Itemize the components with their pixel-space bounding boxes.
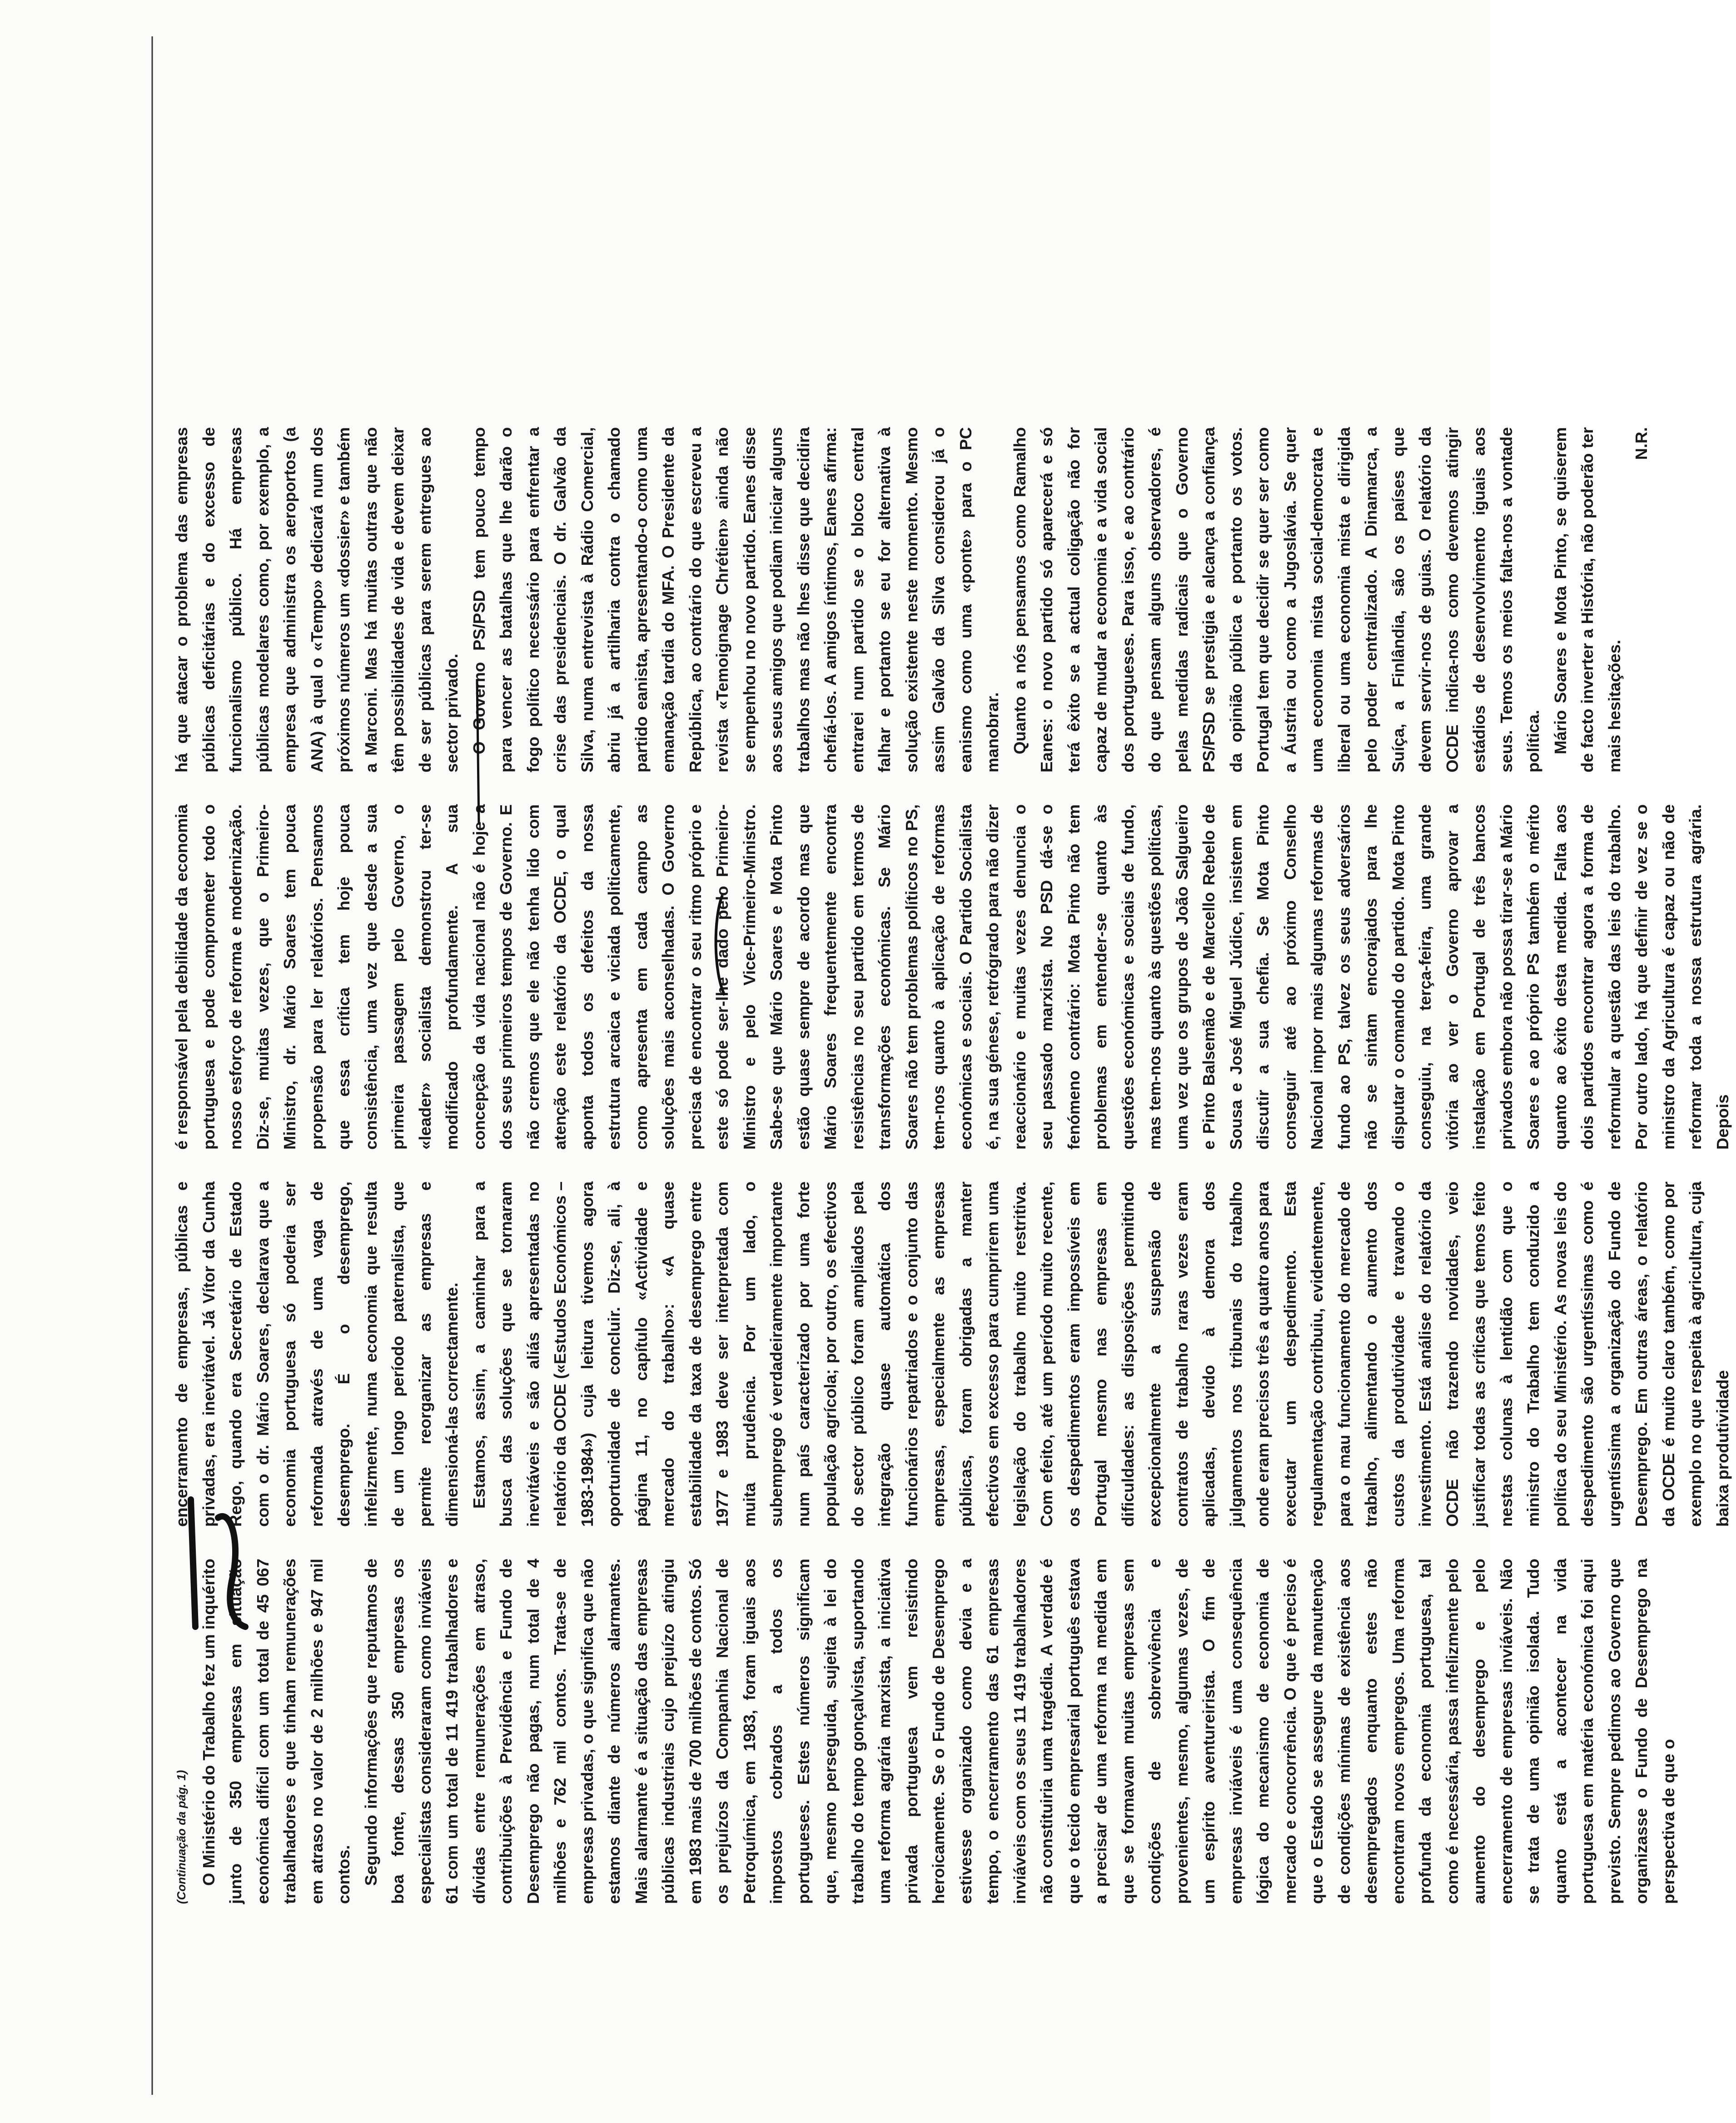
paragraph: é responsável pela debilidade da economia portuguesa e pode comprometer todo o nosso esforço de reforma e modernização. Diz-se, muitas vezes, que o Primeiro-Ministro, dr. Mário Soares tem pouca propensão para ler relatórios. Pensamos que essa crítica tem hoje pouca consistência, uma vez que desde a sua primeira passagem pelo Governo, o «leader» socialista demonstrou ter-se modificado profundamente. A sua concepção da vida nacional não é hoje a dos seus primeiros tempos de Governo. E não cremos que ele não tenha lido com atenção este relatório da OCDE, o qual aponta todos os defeitos da nossa estrutura arcaica e viciada politicamente, como apresenta em cada campo as soluções mais aconselhadas. O Governo precisa de encontrar o seu ritmo próprio e este só pode ser-lhe dado pelo Primeiro-Ministro e pelo Vice-Primeiro-Ministro. Sabe-se que Mário Soares e Mota Pinto estão quase sempre de acordo mas que Mário Soares frequentemente encontra resistências no seu partido em termos de transformações económicas. Se Mário Soares não tem problemas políticos no PS, tem-nos quanto à aplicação de reformas económicas e sociais. O Partido Socialista é, na sua génese, retrógrado para não dizer reaccionário e muitas vezes denuncia o seu passado marxista. No PSD dá-se o fenómeno contrário: Mota Pinto não tem problemas em entender-se quanto às questões económicas e sociais de fundo, mas tem-nos quanto às questões políticas, uma vez que os grupos de João Salgueiro e Pinto Balsemão e de Marcello Rebelo de Sousa e José Miguel Júdice, insistem em discutir a sua chefia. Se Mota Pinto conseguir até ao próximo Conselho Nacional impor mais algumas reformas de fundo ao PS, talvez os seus adversários não se sintam encorajados para lhe disputar o comando do partido. Mota Pinto conseguiu, na terça-feira, uma grande vitória ao ver o Governo aprovar a instalação em Portugal de três bancos privados embora não possa tirar-se a Mário Soares e ao próprio PS também o mérito quanto ao êxito desta medida. Falta aos dois partidos encontrar agora a forma de reformular a questão das leis do trabalho. Por outro lado, há que definir de vez se o ministro da Agricultura é capaz ou não de reformar toda a nossa estrutura agrária. Depois — [172, 804, 1732, 1150]
paragraph: Mário Soares e Mota Pinto, se quiserem de facto inverter a História, não poderão ter mais hesitações. — [1551, 427, 1624, 772]
newspaper-clipping — [150, 9, 1732, 1936]
author-signature: N.R. — [1632, 427, 1651, 460]
paragraph: Quanto a nós pensamos como Ramalho Eanes: o novo partido só aparecerá e só terá êxito se a actual coligação não for capaz de mudar a economia e a vida social dos portugueses. Para isso, e ao contrário do que pensam alguns observadores, é pelas medidas radicais que o Governo PS/PSD se prestigia e alcança a confiança da opinião pública e portanto os votos. Portugal tem que decidir se quer ser como a Áustria ou como a Jugoslávia. Se quer uma economia mista social-democrata e liberal ou uma economia mista e dirigida pelo poder centralizado. A Dinamarca, a Suíça, a Finlândia, são os países que devem servir-nos de guias. O relatório da OCDE indica-nos como devemos atingir estádios de desenvolvimento iguais aos seus. Temos os meios falta-nos a vontade política. — [1010, 427, 1542, 772]
continuation-note: (Continuação da pág. 1) — [174, 1770, 188, 1904]
paragraph: há que atacar o problema das empresas públicas deficitárias e do excesso de funcionalismo público. Há empresas públicas modelares como, por exemplo, a empresa que administra os aeroportos (a ANA) à qual o «Tempo» dedicará num dos próximos números um «dossier» e também a Marconi. Mas há muitas outras que não têm possibilidades de vida e devem deixar de ser públicas para serem entregues ao sector privado. — [172, 427, 461, 772]
article-column-4 — [168, 427, 1651, 772]
article-column-2 — [168, 1181, 1732, 1527]
paragraph: O Governo PS/PSD tem pouco tempo para vencer as batalhas que lhe darão o fogo político necessário para enfrentar a crise das presidenciais. O dr. Galvão da Silva, numa entrevista à Rádio Comercial, abriu já a artilharia contra o chamado partido eanista, apresentando-o como uma emanação tardia do MFA. O Presidente da República, ao contrário do que escreveu a revista «Temoignage Chrétien» ainda não se empenhou no novo partido. Eanes disse aos seus amigos que podiam iniciar alguns trabalhos mas não lhes disse que decidira chefiá-los. A amigos íntimos, Eanes afirma: entrarei num partido se o bloco central falhar e portanto se eu for alternativa à solução existente neste momento. Mesmo assim Galvão da Silva considerou já o eanismo como uma «ponte» para o PC manobrar. — [469, 427, 1002, 772]
article-column-1 — [168, 1559, 1678, 1904]
paragraph: O Ministério do Trabalho fez um inquérito junto de 350 empresas em situação económica difícil com um total de 45 067 trabalhadores e que tinham remunerações em atraso no valor de 2 milhões e 947 mil contos. — [199, 1559, 353, 1904]
clipping-content — [150, 9, 1732, 1936]
article-columns — [168, 41, 1732, 1904]
paragraph: Segundo informações que reputamos de boa fonte, dessas 350 empresas os especialistas consideraram como inviáveis 61 com um total de 11 419 trabalhadores e dívidas entre remunerações em atraso, contribuições à Previdência e Fundo de Desemprego não pagas, num total de 4 milhões e 762 mil contos. Trata-se de empresas privadas, o que significa que não estamos diante de números alarmantes. Mais alarmante é a situação das empresas públicas industriais cujo prejuízo atingiu em 1983 mais de 700 milhões de contos. Só os prejuízos da Companhia Nacional de Petroquímica, em 1983, foram iguais aos impostos cobrados a todos os portugueses. Estes números significam que, mesmo perseguida, sujeita à lei do trabalho do tempo gonçalvista, suportando uma reforma agrária marxista, a iniciativa privada portuguesa vem resistindo heroicamente. Se o Fundo de Desemprego estivesse organizado como devia e a tempo, o encerramento das 61 empresas inviáveis com os seus 11 419 trabalhadores não constituiria uma tragédia. A verdade é que o tecido empresarial português estava a precisar de uma reforma na medida em que se formavam muitas empresas sem condições de sobrevivência e provenientes, mesmo, algumas vezes, de um espírito aventureirista. O fim de empresas inviáveis é uma consequência lógica do mecanismo de economia de mercado e concorrência. O que é preciso é que o Estado se assegure da manutenção de condições mínimas de existência aos desempregados enquanto estes não encontram novos empregos. Uma reforma profunda da economia portuguesa, tal como é necessária, passa infelizmente pelo aumento do desemprego e pelo encerramento de empresas inviáveis. Não se trata de uma opinião isolada. Tudo quanto está a acontecer na vida portuguesa em matéria económica foi aqui previsto. Sempre pedimos ao Governo que organizasse o Fundo de Desemprego na perspectiva de que o — [361, 1559, 1678, 1904]
paragraph: Estamos, assim, a caminhar para a busca das soluções que se tornaram inevitáveis e são aliás apresentadas no relatório da OCDE («Estudos Económicos – 1983-1984») cuja leitura tivemos agora oportunidade de concluir. Diz-se, ali, à página 11, no capítulo «Actividade e mercado do trabalho»: «A quase estabilidade da taxa de desemprego entre 1977 e 1983 deve ser interpretada com muita prudência. Por um lado, o subemprego é verdadeiramente importante num país caracterizado por uma forte população agrícola; por outro, os efectivos do sector público foram ampliados pela integração quase automática dos funcionários repatriados e o conjunto das empresas, especialmente as empresas públicas, foram obrigadas a manter efectivos em excesso para cumprirem uma legislação do trabalho muito restritiva. Com efeito, até um período muito recente, os despedimentos eram impossíveis em Portugal mesmo nas empresas em dificuldades: as disposições permitindo excepcionalmente a suspensão de contratos de trabalho raras vezes eram aplicadas, devido à demora dos julgamentos nos tribunais do trabalho onde eram precisos três a quatro anos para executar um despedimento. Esta regulamentação contribuiu, evidentemente, para o mau funcionamento do mercado de trabalho, alimentando o aumento dos custos da produtividade e travando o investimento. Está análise do relatório da OCDE não trazendo novidades, veio justificar todas as críticas que temos feito nestas colunas à lentidão com que o ministro do Trabalho tem conduzido a política do seu Ministério. As novas leis do despedimento são urgentíssimas como é urgentíssima a organização do Fundo de Desemprego. Em outras áreas, o relatório da OCDE é muito claro também, como por exemplo no que respeita à agricultura, cuja baixa produtividade — [469, 1181, 1732, 1527]
paragraph: encerramento de empresas, públicas e privadas, era inevitável. Já Vítor da Cunha Rego, quando era Secretário de Estado com o dr. Mário Soares, declarava que a economia portuguesa só poderia ser reformada através de uma vaga de desemprego. É o desemprego, infelizmente, numa economia que resulta de um longo período paternalista, que permite reorganizar as empresas e dimensioná-las correctamente. — [172, 1181, 461, 1527]
article-column-3 — [168, 804, 1732, 1150]
